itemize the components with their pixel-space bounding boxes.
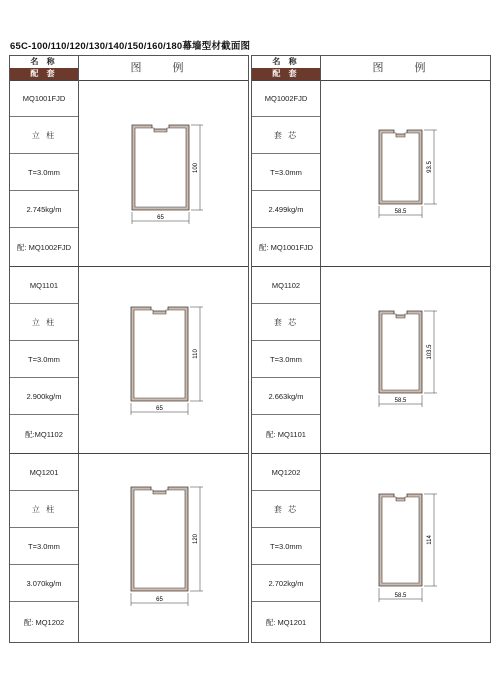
height-dim-label: 100 bbox=[193, 162, 199, 174]
profile-part: 立 柱 bbox=[10, 491, 78, 528]
height-dim-label: 93.5 bbox=[427, 161, 433, 173]
profile-thickness: T=3.0mm bbox=[252, 341, 320, 378]
profile-match: 配:MQ1102 bbox=[25, 429, 63, 439]
profile-thickness: T=3.0mm bbox=[252, 154, 320, 191]
right-table bbox=[251, 55, 491, 643]
profile-weight: 2.702kg/m bbox=[252, 565, 320, 602]
profile-block bbox=[252, 454, 490, 642]
profile-weight: 2.499kg/m bbox=[252, 191, 320, 228]
profile-drawing bbox=[321, 80, 490, 266]
height-dim-label: 114 bbox=[427, 535, 433, 545]
profile-match: 配: MQ1002FJD bbox=[16, 242, 72, 252]
profile-drawing bbox=[321, 267, 490, 453]
profile-block bbox=[10, 267, 248, 453]
width-dim-label: 65 bbox=[157, 215, 164, 221]
header-pei: 配 套 bbox=[252, 68, 320, 80]
width-dim-label: 58.5 bbox=[394, 209, 407, 215]
profile-code: MQ1102 bbox=[252, 267, 320, 304]
profile-code: MQ1001FJD bbox=[10, 80, 78, 117]
profile-code: MQ1101 bbox=[10, 267, 78, 304]
profile-block bbox=[10, 80, 248, 266]
profile-thickness: T=3.0mm bbox=[10, 154, 78, 191]
profile-thickness: T=3.0mm bbox=[10, 341, 78, 378]
profile-drawing bbox=[79, 267, 248, 453]
profile-match: 配: MQ1001FJD bbox=[258, 242, 314, 252]
width-dim-label: 58.5 bbox=[394, 593, 407, 599]
profile-weight: 2.663kg/m bbox=[252, 378, 320, 415]
profile-drawing bbox=[321, 454, 490, 642]
header-pei: 配 套 bbox=[10, 68, 78, 80]
profile-block bbox=[252, 267, 490, 453]
profile-block bbox=[10, 454, 248, 642]
core-section-icon bbox=[379, 494, 422, 586]
header-figure: 图 例 bbox=[320, 56, 491, 80]
column-section-icon bbox=[131, 487, 188, 591]
profile-part: 套 芯 bbox=[252, 491, 320, 528]
core-section-icon bbox=[379, 311, 422, 393]
height-dim-label: 110 bbox=[193, 349, 199, 359]
profile-weight: 2.745kg/m bbox=[10, 191, 78, 228]
profile-thickness: T=3.0mm bbox=[252, 528, 320, 565]
profile-weight: 3.070kg/m bbox=[10, 565, 78, 602]
height-dim-label: 103.5 bbox=[427, 344, 433, 360]
profile-part: 立 柱 bbox=[10, 117, 78, 154]
profile-drawing bbox=[79, 80, 248, 266]
profile-match: 配: MQ1101 bbox=[266, 429, 306, 439]
width-dim-label: 58.5 bbox=[394, 398, 407, 404]
profile-code: MQ1202 bbox=[252, 454, 320, 491]
profile-block bbox=[252, 80, 490, 266]
profile-thickness: T=3.0mm bbox=[10, 528, 78, 565]
height-dim-label: 120 bbox=[193, 533, 199, 545]
column-section-icon bbox=[132, 125, 189, 210]
profile-part: 套 芯 bbox=[252, 117, 320, 154]
width-dim-label: 65 bbox=[156, 597, 163, 603]
left-table bbox=[9, 55, 249, 643]
header-name: 名 称 bbox=[10, 56, 78, 69]
profile-weight: 2.900kg/m bbox=[10, 378, 78, 415]
profile-drawing bbox=[79, 454, 248, 642]
page-title: 65C-100/110/120/130/140/150/160/180幕墙型材截面图 bbox=[10, 41, 251, 52]
profile-part: 立 柱 bbox=[10, 304, 78, 341]
header-name: 名 称 bbox=[252, 56, 320, 69]
width-dim-label: 65 bbox=[156, 406, 163, 412]
profile-part: 套 芯 bbox=[252, 304, 320, 341]
profile-code: MQ1002FJD bbox=[252, 80, 320, 117]
core-section-icon bbox=[379, 130, 422, 204]
profile-match: 配: MQ1202 bbox=[23, 617, 65, 627]
profile-match: 配: MQ1201 bbox=[265, 617, 307, 627]
column-section-icon bbox=[131, 307, 188, 401]
profile-code: MQ1201 bbox=[10, 454, 78, 491]
header-figure: 图 例 bbox=[78, 56, 249, 80]
